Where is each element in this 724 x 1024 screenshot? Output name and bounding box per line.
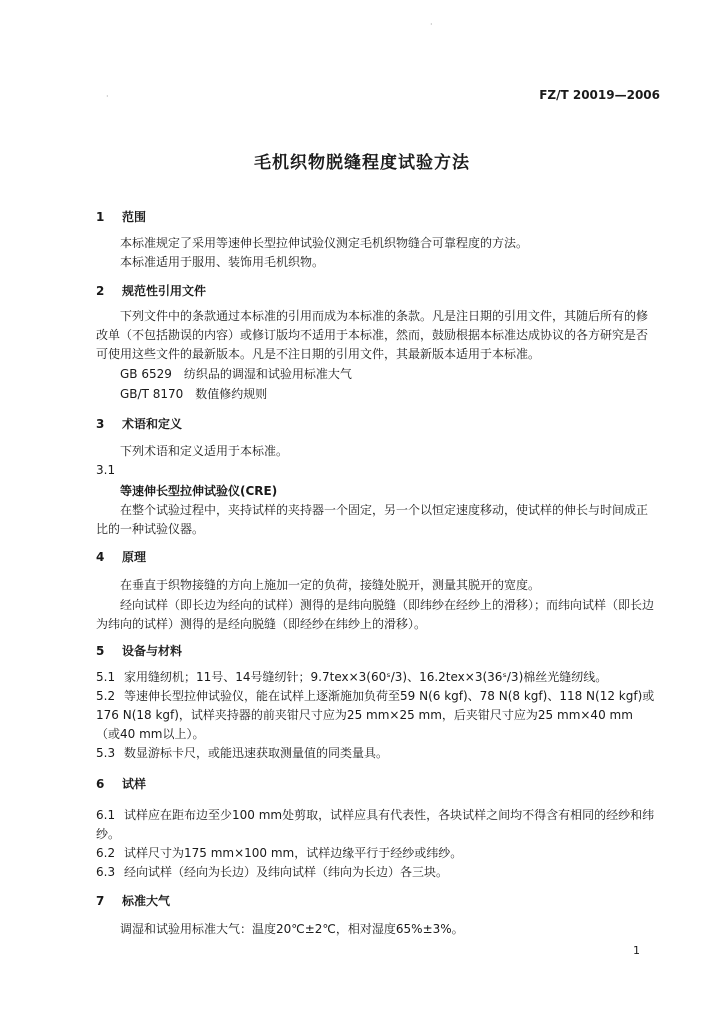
clause-number: 3.1 <box>96 463 116 477</box>
section-number: 7 <box>96 894 105 908</box>
paragraph: 本标准适用于服用、装饰用毛机织物。 <box>120 255 325 269</box>
section-number: 6 <box>96 777 105 791</box>
section-number: 3 <box>96 417 105 431</box>
section-number: 2 <box>96 284 105 298</box>
paragraph: 本标准规定了采用等速伸长型拉伸试验仪测定毛机织物缝合可靠程度的方法。 <box>120 236 529 250</box>
clause-number: 6.2 <box>96 846 116 860</box>
paragraph: 下列文件中的条款通过本标准的引用而成为本标准的条款。凡是注日期的引用文件，其随后所有的修改单（不包括勘误的内容）或修订版均不适用于本标准，然而，鼓励根据本标准达成协议的各方研究是否可使用这些文件的最新版本。凡是不注日期的引用文件，其最新版本适用于本标准。 <box>96 309 649 361</box>
section-heading <box>96 548 146 565</box>
clause-number: 5.1 <box>96 670 116 684</box>
section-title: 规范性引用文件 <box>122 284 207 298</box>
section-number: 1 <box>96 210 105 224</box>
clause-text: 试样应在距布边至少100 mm处剪取，试样应具有代表性，各块试样之间均不得含有相同的经纱和纬纱。 <box>96 808 655 841</box>
clause-text: 家用缝纫机；11号、14号缝纫针；9.7tex×3(60ˢ/3)、16.2tex×3(36ˢ/3)棉丝光缝纫线。 <box>124 670 608 684</box>
section-number: 5 <box>96 644 105 658</box>
section-title: 原理 <box>122 550 147 564</box>
scan-speck: · <box>106 92 109 101</box>
clause-text: 等速伸长型拉伸试验仪，能在试样上逐渐施加负荷至59 N(6 kgf)、78 N(8 kgf)、118 N(12 kgf)或176 N(18 kgf)，试样夹持器的前夹钳尺寸应为25 mm×25 mm，后夹钳尺寸应为25 mm×40 mm（或40 mm以上）。 <box>96 689 655 741</box>
term: 等速伸长型拉伸试验仪(CRE) <box>120 484 278 498</box>
clause-number: 5.2 <box>96 689 116 703</box>
paragraph: 经向试样（即长边为经向的试样）测得的是纬向脱缝（即纬纱在经纱上的滑移）；而纬向试样（即长边为纬向的试样）测得的是经向脱缝（即经纱在纬纱上的滑移）。 <box>96 598 655 631</box>
section-title: 范围 <box>122 210 147 224</box>
document-title: 毛机织物脱缝程度试验方法 <box>254 153 470 173</box>
section-title: 试样 <box>122 777 147 791</box>
clause-number: 6.1 <box>96 808 116 822</box>
paragraph: 调湿和试验用标准大气：温度20℃±2℃，相对湿度65%±3%。 <box>120 922 464 936</box>
section-title: 术语和定义 <box>122 417 183 431</box>
clause-text: 试样尺寸为175 mm×100 mm，试样边缘平行于经纱或纬纱。 <box>124 846 463 860</box>
clause-number: 5.3 <box>96 746 116 760</box>
paragraph: 在垂直于织物接缝的方向上施加一定的负荷，接缝处脱开，测量其脱开的宽度。 <box>120 578 541 592</box>
section-heading <box>96 208 146 225</box>
definition: 在整个试验过程中，夹持试样的夹持器一个固定，另一个以恒定速度移动，使试样的伸长与时间成正比的一种试验仪器。 <box>96 503 649 536</box>
section-heading <box>96 415 182 432</box>
clause-text: 数显游标卡尺，或能迅速获取测量值的同类量具。 <box>124 746 389 760</box>
page-number: 1 <box>633 944 640 957</box>
paragraph: 下列术语和定义适用于本标准。 <box>120 444 289 458</box>
section-heading <box>96 642 182 659</box>
normative-reference: GB 6529 纺织品的调湿和试验用标准大气 <box>120 367 352 381</box>
section-title: 设备与材料 <box>122 644 183 658</box>
scan-speck: · <box>430 20 433 29</box>
standard-code: FZ/T 20019—2006 <box>539 88 660 102</box>
section-heading <box>96 282 206 299</box>
section-heading <box>96 775 146 792</box>
section-title: 标准大气 <box>122 894 171 908</box>
normative-reference: GB/T 8170 数值修约规则 <box>120 387 268 401</box>
clause-text: 经向试样（经向为长边）及纬向试样（纬向为长边）各三块。 <box>124 865 449 879</box>
section-heading <box>96 892 170 909</box>
section-number: 4 <box>96 550 105 564</box>
clause-number: 6.3 <box>96 865 116 879</box>
